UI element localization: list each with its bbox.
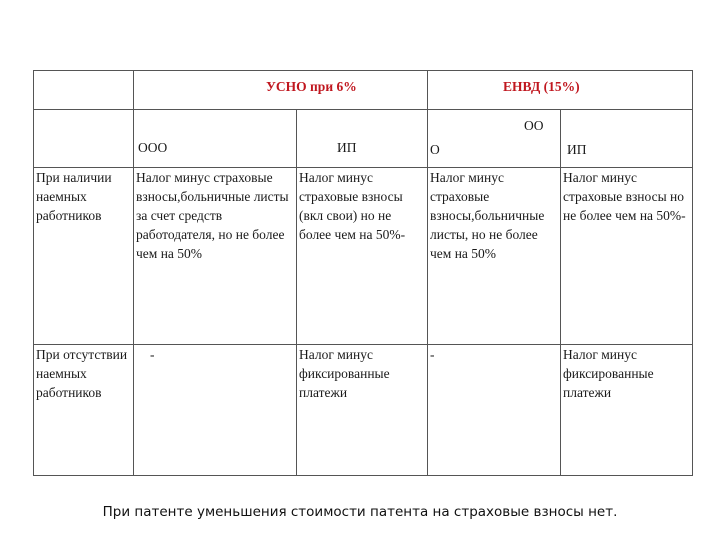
cell-usno-ip-with-employees: Налог минус страховые взносы (вкл свои) но не более чем на 50%- [297, 168, 428, 345]
subheader-empty-cell [34, 110, 134, 168]
subheader-usno-ooo-cell [134, 110, 297, 168]
cell-envd-ip-with-employees: Налог минус страховые взносы но не более чем на 50%- [561, 168, 693, 345]
cell-envd-ip-without-employees: Налог минус фиксированные платежи [561, 345, 693, 476]
row-label-without-employees: При отсутствии наемных работников [34, 345, 134, 476]
table-row [34, 345, 693, 476]
subheader-usno-ip: ИП [337, 140, 357, 155]
subheader-envd-ooo-cell [428, 110, 561, 168]
subheader-usno-ooo: ООО [138, 140, 168, 155]
subheader-envd-ip-cell [561, 110, 693, 168]
table-row [34, 168, 693, 345]
header-envd-cell [428, 71, 693, 110]
cell-usno-ooo-without-employees: - [134, 345, 297, 476]
row-label-with-employees: При наличии наемных работников [34, 168, 134, 345]
header-usno-cell [134, 71, 428, 110]
cell-envd-ooo-with-employees: Налог минус страховые взносы,больничные листы, но не более чем на 50% [428, 168, 561, 345]
subheader-envd-ooo-part2: ОО [524, 118, 544, 133]
cell-envd-ooo-without-employees: - [428, 345, 561, 476]
cell-usno-ooo-with-employees: Налог минус страховые взносы,больничные листы за счет средств работодателя, но не более чем на 50% [134, 168, 297, 345]
subheader-row [34, 110, 693, 168]
header-usno: УСНО при 6% [266, 79, 357, 94]
subheader-usno-ip-cell [297, 110, 428, 168]
header-envd: ЕНВД (15%) [503, 79, 580, 94]
subheader-envd-ooo-part1: О [430, 142, 440, 157]
header-empty-cell [34, 71, 134, 110]
footer-note: При патенте уменьшения стоимости патента на страховые взносы нет. [102, 504, 618, 520]
tax-comparison-table [33, 70, 693, 476]
subheader-envd-ip: ИП [567, 142, 587, 157]
header-row [34, 71, 693, 110]
cell-usno-ip-without-employees: Налог минус фиксированные платежи [297, 345, 428, 476]
